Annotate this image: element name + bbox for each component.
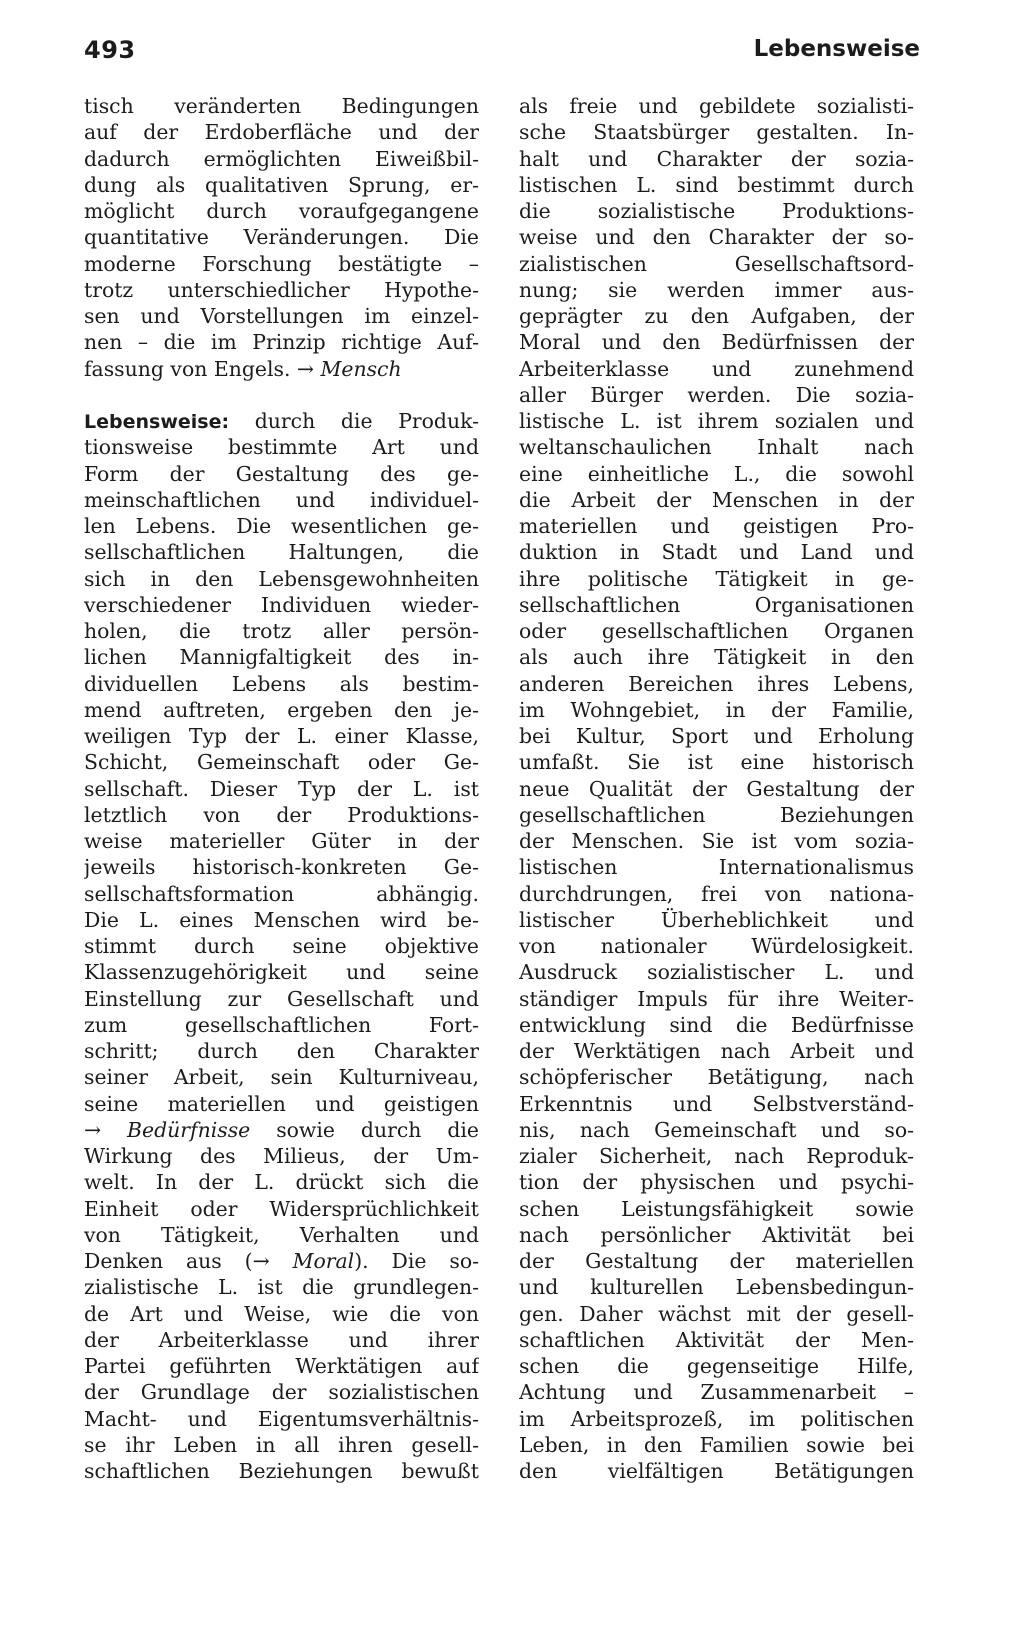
text-line: listischer Überheblichkeit und (519, 907, 914, 932)
text-line: sche Staatsbürger gestalten. In- (519, 120, 914, 145)
text-line: nung; sie werden immer aus- (519, 277, 914, 302)
text-line: duktion in Stadt und Land und (519, 540, 914, 565)
text-line: sich in den Lebensgewohnheiten (84, 566, 479, 591)
text-line: sellschaftsformation abhängig. (84, 881, 479, 906)
text-line: meinschaftlichen und individuel- (84, 487, 479, 512)
page-number: 493 (84, 36, 136, 64)
text-span: durch die Produk- (254, 409, 479, 433)
text-line: tion der physischen und psychi- (519, 1170, 914, 1195)
entry-headword: Lebensweise: (84, 411, 230, 433)
text-line: der Menschen. Sie ist vom sozia- (519, 829, 914, 853)
text-span: sowie durch die (276, 1117, 479, 1142)
text-line: schen die gegenseitige Hilfe, (519, 1354, 914, 1378)
text-line: neue Qualität der Gestaltung der (519, 776, 914, 801)
text-line: bei Kultur, Sport und Erholung (519, 724, 914, 748)
text-line: die sozialistische Produktions- (519, 199, 914, 223)
text-line: quantitative Veränderungen. Die (84, 225, 479, 250)
text-line: der Grundlage der sozialistischen (84, 1380, 479, 1405)
text-line: Erkenntnis und Selbstverständ- (519, 1091, 914, 1116)
text-line: len Lebens. Die wesentlichen ge- (84, 514, 479, 538)
text-line: gesellschaftlichen Beziehungen (519, 802, 914, 827)
text-line: der Werktätigen nach Arbeit und (519, 1039, 914, 1063)
text-line: zum gesellschaftlichen Fort- (84, 1012, 479, 1037)
text-line: seine materiellen und geistigen (84, 1091, 479, 1116)
text-line: materiellen und geistigen Pro- (519, 514, 914, 538)
text-line: welt. In der L. drückt sich die (84, 1170, 479, 1195)
text-line: Partei geführten Werktätigen auf (84, 1354, 479, 1378)
text-line: Achtung und Zusammenarbeit – (519, 1380, 914, 1405)
text-line: jeweils historisch-konkreten Ge- (84, 855, 479, 880)
text-line: Wirkung des Milieus, der Um- (84, 1144, 479, 1168)
text-line: von nationaler Würdelosigkeit. (519, 934, 914, 958)
cross-reference-mensch[interactable]: Mensch (320, 356, 402, 381)
cross-reference-moral[interactable]: Moral (292, 1249, 355, 1273)
text-line: durchdrungen, frei von nationa- (519, 881, 914, 906)
text-line: zialer Sicherheit, nach Reproduk- (519, 1144, 914, 1168)
text-line: Arbeiterklasse und zunehmend (519, 356, 914, 381)
text-line: geprägter zu den Aufgaben, der (519, 304, 914, 328)
text-line: stimmt durch seine objektive (84, 934, 479, 958)
text-line: schaftlichen Beziehungen bewußt (84, 1459, 479, 1483)
text-line: de Art und Weise, wie die von (84, 1301, 479, 1326)
text-line: aller Bürger werden. Die sozia- (519, 382, 914, 407)
text-line: Einstellung zur Gesellschaft und (84, 986, 479, 1011)
text-line: schritt; durch den Charakter (84, 1039, 479, 1063)
text-line: listischen L. sind bestimmt durch (519, 172, 914, 197)
text-line: nis, nach Gemeinschaft und so- (519, 1117, 914, 1142)
text-line: sellschaftlichen Organisationen (519, 592, 914, 617)
text-line: listische L. ist ihrem sozialen und (519, 409, 914, 433)
text-line: umfaßt. Sie ist eine historisch (519, 750, 914, 775)
text-line: die Arbeit der Menschen in der (519, 487, 914, 512)
text-line: von Tätigkeit, Verhalten und (84, 1222, 479, 1247)
text-line: sellschaftlichen Haltungen, die (84, 540, 479, 565)
text-line: nen – die im Prinzip richtige Auf- (84, 330, 479, 355)
text-line: im Arbeitsprozeß, im politischen (519, 1406, 914, 1431)
text-line: als auch ihre Tätigkeit in den (519, 645, 914, 670)
text-line: ihre politische Tätigkeit in ge- (519, 566, 914, 591)
text-line: seiner Arbeit, sein Kulturniveau, (84, 1065, 479, 1090)
text-line: der Arbeiterklasse und ihrer (84, 1327, 479, 1352)
text-line: ständiger Impuls für ihre Weiter- (519, 986, 914, 1011)
running-head: Lebensweise (753, 36, 920, 62)
text-line: auf der Erdoberfläche und der (84, 120, 479, 145)
left-column (84, 93, 479, 1484)
right-column (519, 93, 914, 1484)
text-line: moderne Forschung bestätigte – (84, 251, 479, 276)
text-line: weltanschaulichen Inhalt nach (519, 435, 914, 460)
text-line: möglicht durch voraufgegangene (84, 199, 479, 223)
text-line: schöpferischer Betätigung, nach (519, 1065, 914, 1090)
text-line: oder gesellschaftlichen Organen (519, 619, 914, 643)
text-line: trotz unterschiedlicher Hypothe- (84, 277, 479, 302)
text-line: Leben, in den Familien sowie bei (519, 1432, 914, 1457)
text-line: Schicht, Gemeinschaft oder Ge- (84, 750, 479, 775)
text-line: als freie und gebildete sozialisti- (519, 94, 914, 118)
text-line: Macht- und Eigentumsverhältnis- (84, 1406, 479, 1431)
text-line: Klassenzugehörigkeit und seine (84, 960, 479, 985)
text-line: anderen Bereichen ihres Lebens, (519, 671, 914, 696)
text-line: se ihr Leben in all ihren gesell- (84, 1432, 479, 1457)
text-line: weise materieller Güter in der (84, 829, 479, 853)
text-line: zialistische L. ist die grundlegen- (84, 1275, 479, 1300)
text-line: tisch veränderten Bedingungen (84, 94, 479, 118)
text-span: fassung von Engels. → (84, 356, 315, 381)
text-line: Einheit oder Widersprüchlichkeit (84, 1196, 479, 1221)
text-line: weiligen Typ der L. einer Klasse, (84, 724, 479, 748)
text-line: halt und Charakter der sozia- (519, 146, 914, 171)
text-line: weise und den Charakter der so- (519, 225, 914, 250)
text-line: Die L. eines Menschen wird be- (84, 907, 479, 932)
text-line: dung als qualitativen Sprung, er- (84, 172, 479, 197)
text-line: gen. Daher wächst mit der gesell- (519, 1301, 914, 1326)
text-line: Form der Gestaltung des ge- (84, 461, 479, 486)
text-line: zialistischen Gesellschaftsord- (519, 251, 914, 276)
text-line: im Wohngebiet, in der Familie, (519, 697, 914, 722)
text-line: sellschaft. Dieser Typ der L. ist (84, 776, 479, 801)
text-line: listischen Internationalismus (519, 855, 914, 880)
text-line (84, 1248, 479, 1274)
text-line: verschiedener Individuen wieder- (84, 592, 479, 617)
text-line: tionsweise bestimmte Art und (84, 435, 479, 460)
text-line: lichen Mannigfaltigkeit des in- (84, 645, 479, 670)
cross-reference-beduerfnisse[interactable]: Bedürfnisse (127, 1117, 251, 1142)
text-line: schen Leistungsfähigkeit sowie (519, 1196, 914, 1221)
arrow-icon: → (84, 1117, 102, 1142)
entry-separator (84, 382, 479, 408)
text-line (84, 356, 479, 382)
text-line: entwicklung sind die Bedürfnisse (519, 1012, 914, 1037)
text-line: der Gestaltung der materiellen (519, 1249, 914, 1273)
text-line: Moral und den Bedürfnissen der (519, 330, 914, 355)
text-span: ). Die so- (354, 1249, 479, 1273)
text-line: nach persönlicher Aktivität bei (519, 1222, 914, 1247)
text-line: letztlich von der Produktions- (84, 802, 479, 827)
text-line: und kulturellen Lebensbedingun- (519, 1275, 914, 1300)
text-line: dividuellen Lebens als bestim- (84, 671, 479, 696)
text-line: schaftlichen Aktivität der Men- (519, 1327, 914, 1352)
entry-first-line (84, 408, 479, 434)
text-line: Ausdruck sozialistischer L. und (519, 960, 914, 985)
text-line: holen, die trotz aller persön- (84, 619, 479, 643)
text-span: Denken aus (→ (84, 1249, 270, 1273)
text-line: mend auftreten, ergeben den je- (84, 697, 479, 722)
text-line (84, 1117, 479, 1143)
text-line: sen und Vorstellungen im einzel- (84, 304, 479, 328)
text-line: eine einheitliche L., die sowohl (519, 461, 914, 486)
text-line: den vielfältigen Betätigungen (519, 1459, 914, 1483)
text-line: dadurch ermöglichten Eiweißbil- (84, 146, 479, 171)
